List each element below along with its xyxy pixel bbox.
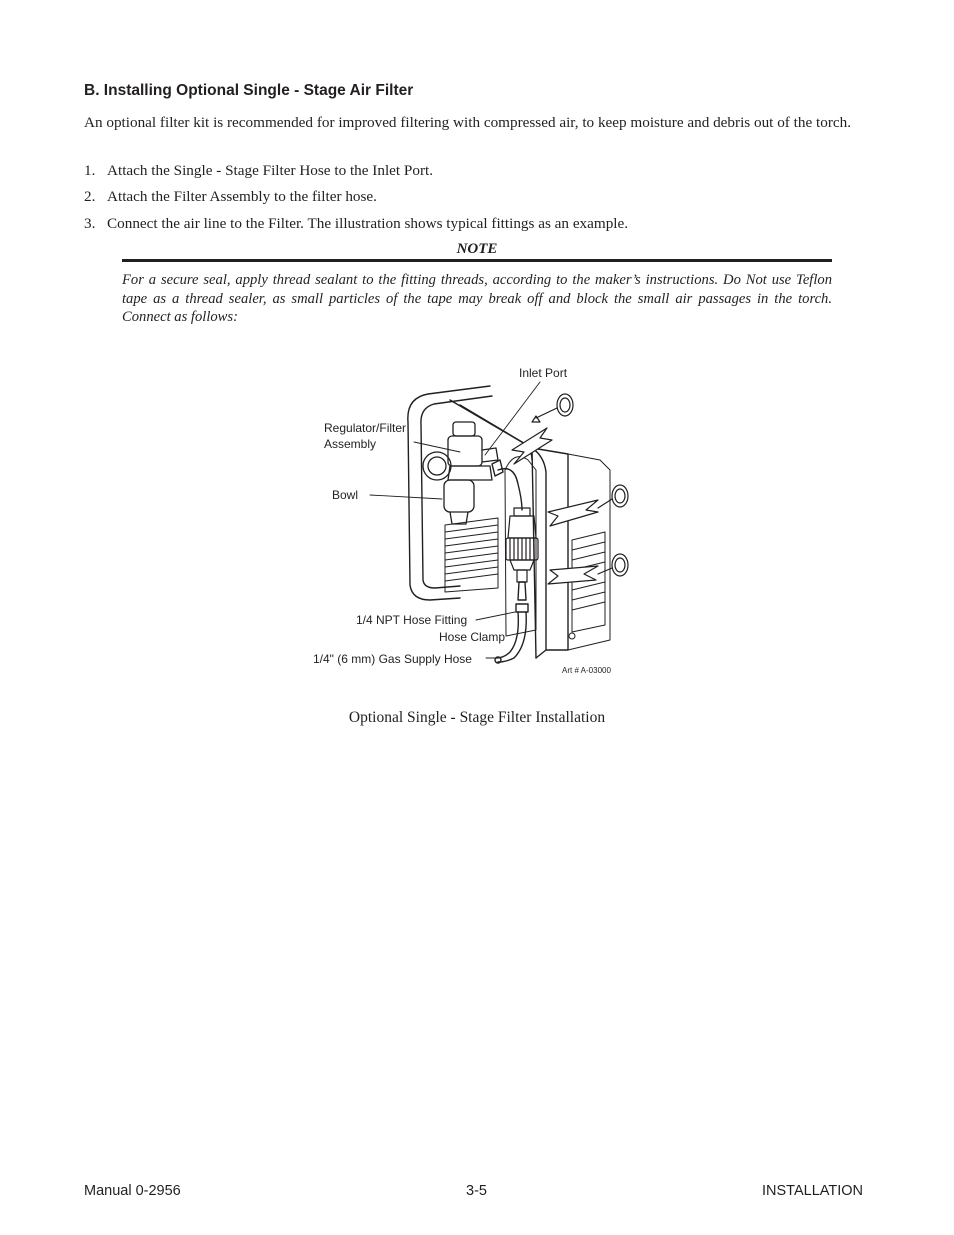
step-item bbox=[84, 188, 377, 206]
front-vents bbox=[445, 518, 498, 592]
callout-arrow bbox=[548, 500, 598, 526]
step-text: Connect the air line to the Filter. The illustration shows typical fittings as an example. bbox=[107, 215, 629, 232]
label-gas-supply-hose: 1/4" (6 mm) Gas Supply Hose bbox=[313, 652, 472, 666]
hose-fitting bbox=[518, 582, 526, 600]
step-number: 1. bbox=[84, 162, 96, 179]
note-title: NOTE bbox=[456, 241, 498, 257]
step-number: 2. bbox=[84, 188, 96, 205]
filter-installation-illustration bbox=[300, 360, 660, 685]
note-text: For a secure seal, apply thread sealant to the fitting threads, according to the maker’s instructions. Do Not use Teflon tape as a thread sealer, as small particles of the tape may break off and block the small air passages in the torch. Connect as follows: bbox=[122, 272, 832, 325]
callout-arrow bbox=[548, 566, 598, 584]
label-inlet-port: Inlet Port bbox=[519, 366, 568, 380]
handle-frame bbox=[408, 386, 490, 600]
footer-section-name: INSTALLATION bbox=[762, 1183, 863, 1199]
step-number: 3. bbox=[84, 215, 96, 232]
label-bowl: Bowl bbox=[332, 488, 359, 502]
filter-hose bbox=[498, 469, 522, 510]
figure-caption: Optional Single - Stage Filter Installation bbox=[348, 709, 606, 726]
side-vents bbox=[568, 454, 610, 650]
footer-manual-number: Manual 0-2956 bbox=[84, 1183, 181, 1199]
step-text: Attach the Single - Stage Filter Hose to the Inlet Port. bbox=[107, 162, 434, 179]
label-hose-clamp: Hose Clamp bbox=[439, 630, 506, 644]
regulator-filter-assembly bbox=[423, 422, 498, 524]
label-regulator-line1: Regulator/Filter bbox=[324, 421, 407, 435]
hose-clamp bbox=[516, 604, 528, 612]
label-npt-fitting: 1/4 NPT Hose Fitting bbox=[356, 613, 468, 627]
note-divider bbox=[122, 259, 832, 262]
label-regulator-line2: Assembly bbox=[324, 437, 377, 451]
footer-page-number: 3-5 bbox=[466, 1183, 487, 1199]
step-text: Attach the Filter Assembly to the filter hose. bbox=[107, 188, 377, 205]
step-item bbox=[84, 215, 628, 233]
art-number: Art # A-03000 bbox=[562, 666, 611, 675]
section-heading: B. Installing Optional Single - Stage Air Filter bbox=[84, 82, 414, 99]
step-item bbox=[84, 162, 433, 180]
intro-paragraph: An optional filter kit is recommended for improved filtering with compressed air, to keep moisture and debris out of the torch. bbox=[84, 114, 852, 131]
